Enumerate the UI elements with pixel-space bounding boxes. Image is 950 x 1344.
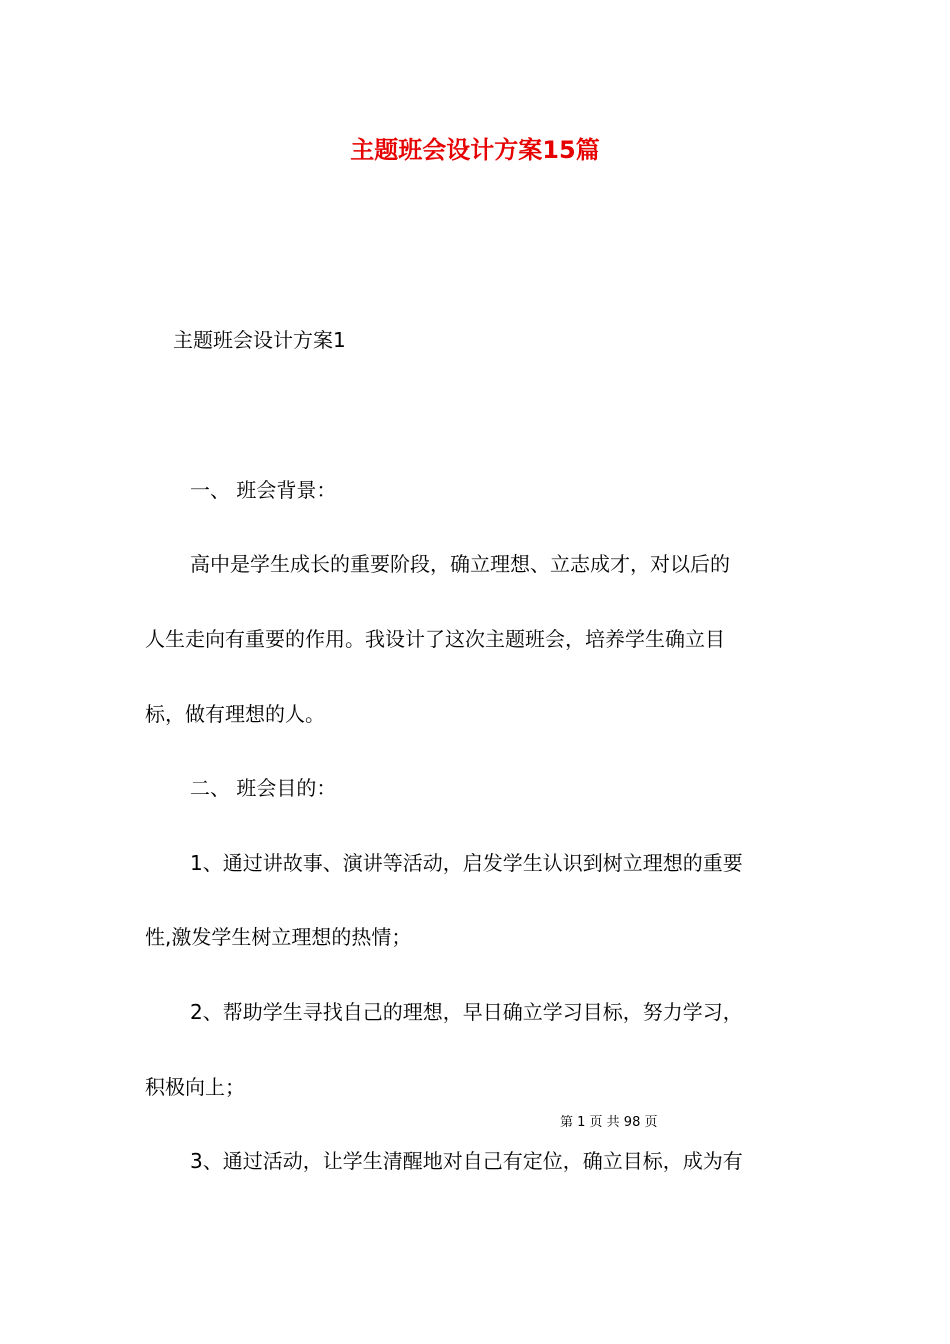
paragraph-line: 积极向上； — [145, 1075, 245, 1099]
page-footer: 第 1 页 共 98 页 — [560, 1115, 658, 1130]
document-title: 主题班会设计方案15篇 — [350, 136, 600, 164]
heading-background: 一、 班会背景： — [190, 478, 337, 502]
paragraph-line: 人生走向有重要的作用。我设计了这次主题班会，培养学生确立目 — [145, 627, 725, 651]
paragraph-line: 1、通过讲故事、演讲等活动，启发学生认识到树立理想的重要 — [190, 851, 743, 875]
paragraph-line: 2、帮助学生寻找自己的理想，早日确立学习目标，努力学习， — [190, 1000, 743, 1024]
paragraph-line: 高中是学生成长的重要阶段，确立理想、立志成才，对以后的 — [190, 552, 730, 576]
paragraph-line: 3、通过活动，让学生清醒地对自己有定位，确立目标，成为有 — [190, 1149, 743, 1173]
section-heading: 主题班会设计方案1 — [173, 328, 346, 352]
paragraph-line: 标，做有理想的人。 — [145, 702, 325, 726]
heading-purpose: 二、 班会目的： — [190, 776, 337, 800]
paragraph-line: 性,激发学生树立理想的热情； — [145, 925, 412, 949]
